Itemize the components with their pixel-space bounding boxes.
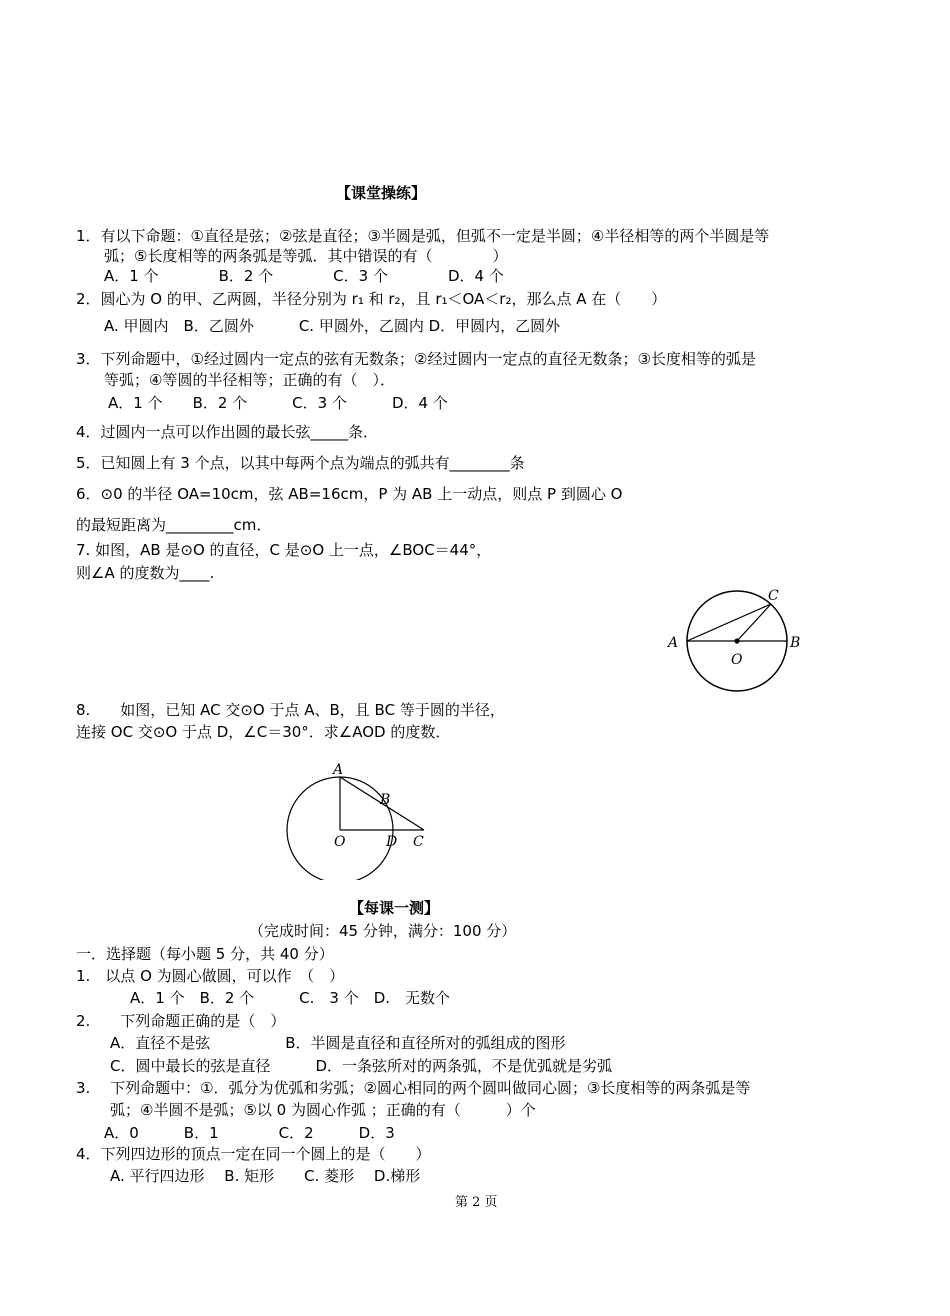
q1-line1: 1．有以下命题：①直径是弦；②弦是直径；③半圆是弧，但弧不一定是半圆；④半径相等的两个半圆是等 bbox=[76, 227, 770, 245]
label-d: D bbox=[386, 834, 398, 850]
part1-heading: 一．选择题（每小题 5 分，共 40 分） bbox=[76, 945, 334, 963]
chord-ac bbox=[687, 604, 771, 641]
radius-oc bbox=[737, 604, 771, 641]
section-title-test: 【每课一测】 bbox=[349, 899, 440, 917]
mc1-line1: 1. 以点 O 为圆心做圆，可以作 （ ） bbox=[76, 967, 345, 985]
label-b: B bbox=[380, 792, 391, 808]
q7-line2: 则∠A 的度数为____. bbox=[76, 564, 215, 582]
q6-line2: 的最短距离为_________cm． bbox=[76, 516, 272, 534]
q5-line: 5．已知圆上有 3 个点，以其中每两个点为端点的弧共有________条 bbox=[76, 454, 525, 472]
center-point-o bbox=[734, 638, 739, 643]
q6-line1: 6．⊙0 的半径 OA=10cm，弦 AB=16cm，P 为 AB 上一动点，则点 P 到圆心 O bbox=[76, 485, 623, 503]
mc2-options2: C．圆中最长的弦是直径 D．一条弦所对的两条弧，不是优弧就是劣弧 bbox=[110, 1057, 613, 1075]
q3-line1: 3．下列命题中，①经过圆内一定点的弦有无数条；②经过圆内一定点的直径无数条；③长度相等的弧是 bbox=[76, 350, 756, 368]
label-a: A bbox=[668, 635, 679, 651]
label-o: O bbox=[731, 652, 743, 668]
page-number: 第 2 页 bbox=[455, 1195, 498, 1210]
q1-line2: 弧；⑤长度相等的两条弧是等弧．其中错误的有（ ） bbox=[104, 247, 508, 265]
mc3-options: A．0 B．1 C．2 D．3 bbox=[104, 1124, 395, 1142]
label-b: B bbox=[790, 635, 801, 651]
circle-figure-q7 bbox=[660, 580, 820, 700]
label-o: O bbox=[334, 834, 346, 850]
mc2-line1: 2. 下列命题正确的是（ ） bbox=[76, 1012, 286, 1030]
q2-options: A. 甲圆内 B．乙圆外 C. 甲圆外，乙圆内 D．甲圆内，乙圆外 bbox=[104, 317, 561, 335]
mc2-options1: A．直径不是弦 B．半圆是直径和直径所对的弧组成的图形 bbox=[110, 1034, 566, 1052]
q8-line2: 连接 OC 交⊙O 于点 D，∠C＝30°．求∠AOD 的度数． bbox=[76, 723, 451, 741]
q8-line1: 8. 如图，已知 AC 交⊙O 于点 A、B，且 BC 等于圆的半径， bbox=[76, 701, 505, 719]
mc1-options: A．1 个 B．2 个 C. 3 个 D. 无数个 bbox=[130, 989, 451, 1007]
label-c: C bbox=[413, 834, 424, 850]
q3-options: A．1 个 B．2 个 C．3 个 D．4 个 bbox=[108, 394, 448, 412]
q2-line1: 2．圆心为 O 的甲、乙两圆，半径分别为 r₁ 和 r₂，且 r₁＜OA＜r₂，那么点 A 在（ ） bbox=[76, 290, 667, 308]
label-c: C bbox=[768, 588, 779, 604]
circle-figure-q8 bbox=[280, 758, 440, 880]
q4-line: 4．过圆内一点可以作出圆的最长弦_____条． bbox=[76, 423, 379, 441]
q7-line1: 7. 如图，AB 是⊙O 的直径，C 是⊙O 上一点，∠BOC＝44°， bbox=[76, 541, 492, 559]
mc4-options: A. 平行四边形 B. 矩形 C. 菱形 D.梯形 bbox=[110, 1167, 421, 1185]
q1-options: A．1 个 B．2 个 C．3 个 D．4 个 bbox=[104, 267, 504, 285]
label-a: A bbox=[333, 762, 344, 778]
mc3-line1: 3. 下列命题中：①．弧分为优弧和劣弧；②圆心相同的两个圆叫做同心圆；③长度相等的两条弧是等 bbox=[76, 1079, 751, 1097]
q3-line2: 等弧；④等圆的半径相等；正确的有（ ）． bbox=[104, 371, 395, 389]
mc4-line1: 4．下列四边形的顶点一定在同一个圆上的是（ ） bbox=[76, 1145, 431, 1163]
section-title-practice: 【课堂操练】 bbox=[336, 184, 427, 202]
mc3-line2: 弧；④半圆不是弧；⑤以 0 为圆心作弧 ；正确的有（ ）个 bbox=[110, 1101, 536, 1119]
test-subtitle: （完成时间：45 分钟，满分：100 分） bbox=[249, 922, 517, 940]
